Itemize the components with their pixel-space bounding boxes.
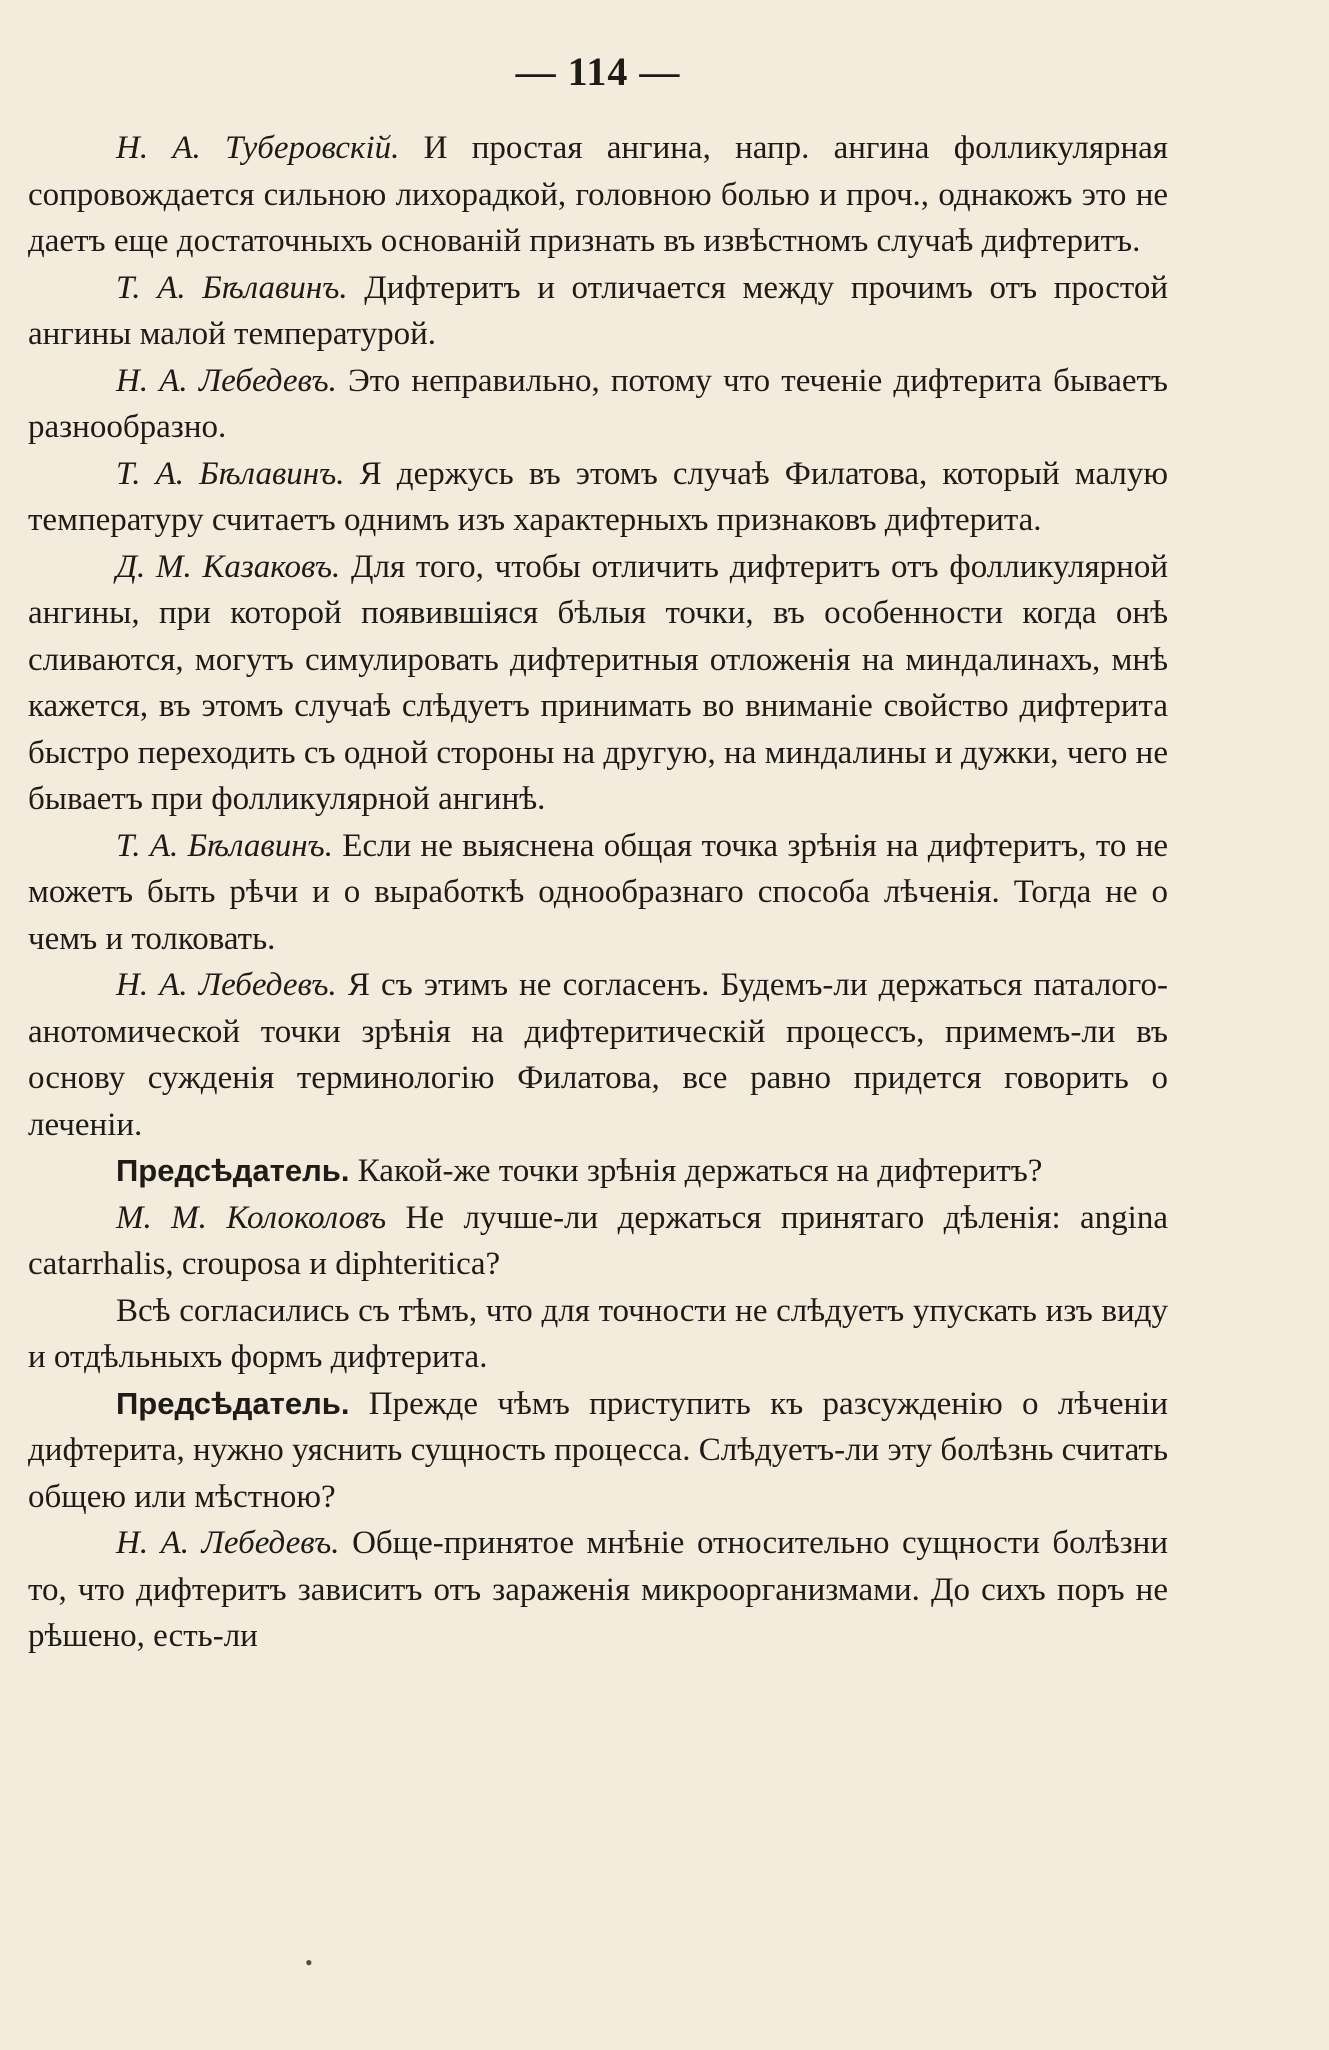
paragraph-text: Не лучше-ли держаться принятаго дѣленiя: angina catarrhalis, crouposa и diphteritica?: [28, 1199, 1168, 1282]
paragraph: [28, 1520, 1168, 1660]
paragraph-text: Если не выяснена общая точка зрѣнiя на дифтеритъ, то не можетъ быть рѣчи и о выработкѣ однообразнаго способа лѣченiя. Тогда не о чемъ и толковать.: [28, 827, 1168, 957]
paragraph: [28, 358, 1168, 451]
paragraph: [28, 451, 1168, 544]
paragraph-text: Я держусь въ этомъ случаѣ Филатова, который малую температуру считаетъ однимъ изъ характерныхъ признаковъ дифтерита.: [28, 455, 1168, 538]
paragraph-text: И простая ангина, напр. ангина фолликулярная сопровождается сильною лихорадкой, головною болью и проч., однакожъ это не даетъ еще достаточныхъ основанiй признать въ извѣстномъ случаѣ дифтеритъ.: [28, 130, 1168, 259]
paragraph-text: Для того, чтобы отличить дифтеритъ отъ фолликулярной ангины, при которой появившiяся бѣлыя точки, въ особенности когда онѣ сливаются, могутъ симулировать дифтеритныя отложенiя на миндалинахъ, мнѣ кажется, въ этомъ случаѣ слѣдуетъ принимать во вниманiе свойство дифтерита быстро переходить съ одной стороны на другую, на миндалины и дужки, чего не бываетъ при фолликулярной ангинѣ.: [28, 548, 1168, 817]
speaker-name: Т. А. Бѣлавинъ.: [116, 269, 348, 306]
body-text: [28, 125, 1168, 1660]
paragraph: [28, 1288, 1168, 1381]
paragraph: [28, 823, 1168, 963]
paragraph: [28, 544, 1168, 823]
paragraph-text: Обще-принятое мнѣнiе относительно сущности болѣзни то, что дифтеритъ зависитъ отъ зараженiя микроорганизмами. До сихъ поръ не рѣшено, есть-ли: [28, 1525, 1168, 1654]
chair-label: Предсѣдатель.: [116, 1153, 350, 1188]
speaker-name: Н. А. Лебедевъ.: [116, 1525, 340, 1561]
paragraph-text: Я съ этимъ не согласенъ. Будемъ-ли держаться паталого-анотомической точки зрѣнiя на дифтеритическiй процессъ, примемъ-ли въ основу сужденiя терминологiю Филатова, все равно придется говорить о леченiи.: [28, 967, 1168, 1143]
speaker-name: М. М. Колоколовъ: [116, 1199, 387, 1236]
paragraph: [28, 1195, 1168, 1288]
paragraph-text: Прежде чѣмъ приступить къ разсужденiю о лѣченiи дифтерита, нужно уяснить сущность процесса. Слѣдуетъ-ли эту болѣзнь считать общею или мѣстною?: [28, 1385, 1168, 1515]
paragraph: [28, 962, 1168, 1148]
paragraph: [28, 1381, 1168, 1521]
paragraph: [28, 1148, 1168, 1195]
document-page: [28, 40, 1168, 2020]
paragraph-text: Какой-же точки зрѣнiя держаться на дифтеритъ?: [349, 1153, 1043, 1189]
speaker-name: Т. А. Бѣлавинъ.: [116, 827, 333, 864]
speaker-name: Т. А. Бѣлавинъ.: [116, 455, 345, 492]
speaker-name: Н. А. Лебедевъ.: [116, 362, 337, 399]
paragraph: [28, 125, 1168, 265]
paragraph-text: Это неправильно, потому что теченiе дифтерита бываетъ разнообразно.: [28, 362, 1168, 445]
speaker-name: Д. М. Казаковъ.: [116, 548, 341, 585]
chair-label: Предсѣдатель.: [116, 1385, 350, 1421]
paragraph: [28, 265, 1168, 358]
footer-mark: •: [305, 1950, 313, 1975]
speaker-name: Н. А. Туберовскiй.: [116, 130, 400, 166]
paragraph-text: Дифтеритъ и отличается между прочимъ отъ простой ангины малой температурой.: [28, 269, 1168, 352]
paragraph-text: Всѣ согласились съ тѣмъ, что для точности не слѣдуетъ упускать изъ виду и отдѣльныхъ формъ дифтерита.: [28, 1292, 1168, 1375]
speaker-name: Н. А. Лебедевъ.: [116, 967, 337, 1003]
page-number: — 114 —: [515, 49, 681, 94]
